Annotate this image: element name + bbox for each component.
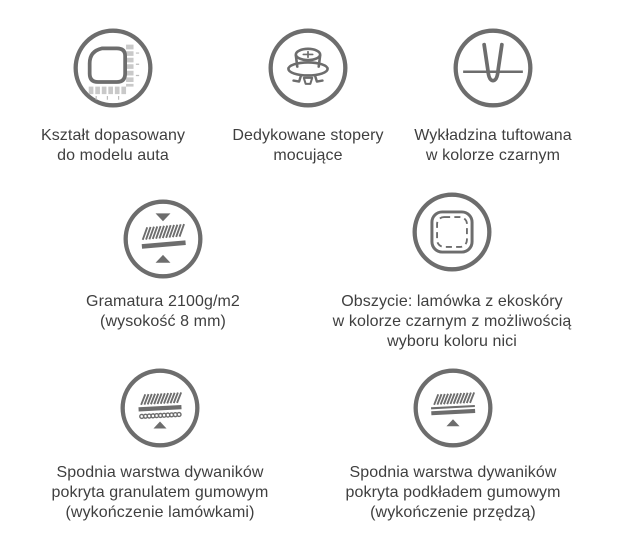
- mounting-stopper-icon: [266, 26, 350, 110]
- feature-caption-line: Spodnia warstwa dywaników: [349, 464, 557, 481]
- feature-tufted-carpet: [383, 26, 603, 166]
- feature-caption-line: Dedykowane stopery: [232, 127, 384, 144]
- feature-caption: [25, 463, 295, 523]
- feature-underlay-backing: [318, 366, 588, 523]
- feature-caption-line: do modelu auta: [57, 147, 169, 164]
- stitched-edge-mat-icon: [410, 190, 494, 274]
- feature-caption-line: mocujące: [273, 147, 343, 164]
- feature-caption-line: wyboru koloru nici: [387, 333, 517, 350]
- feature-caption-line: Kształt dopasowany: [40, 127, 186, 144]
- feature-caption: [318, 463, 588, 523]
- feature-caption-line: Gramatura 2100g/m2: [86, 293, 240, 310]
- feature-caption-line: pokryta podkładem gumowym: [345, 484, 561, 501]
- feature-caption-line: w kolorze czarnym z możliwością: [332, 313, 572, 330]
- feature-caption-line: (wykończenie przędzą): [370, 504, 536, 521]
- feature-caption-line: pokryta granulatem gumowym: [51, 484, 269, 501]
- feature-caption-line: (wykończenie lamówkami): [65, 504, 255, 521]
- feature-caption-line: (wysokość 8 mm): [100, 313, 226, 330]
- thickness-measure-icon: [121, 197, 205, 281]
- feature-weight-height: [48, 197, 278, 332]
- feature-caption: [48, 292, 278, 332]
- feature-caption-line: Wykładzina tuftowana: [414, 127, 572, 144]
- tufted-carpet-loop-icon: [451, 26, 535, 110]
- car-mat-shape-ruler-icon: [71, 26, 155, 110]
- rubber-underlay-layer-icon: [411, 366, 495, 450]
- feature-shape-fit: [3, 26, 223, 166]
- feature-caption: [3, 126, 223, 166]
- feature-caption-line: Spodnia warstwa dywaników: [56, 464, 264, 481]
- feature-granulate-backing: [25, 366, 295, 523]
- feature-edging: [317, 190, 587, 352]
- feature-caption-line: w kolorze czarnym: [425, 147, 561, 164]
- rubber-granulate-layer-icon: [118, 366, 202, 450]
- feature-caption: [383, 126, 603, 166]
- feature-caption-line: Obszycie: lamówka z ekoskóry: [341, 293, 563, 310]
- feature-caption: [317, 292, 587, 352]
